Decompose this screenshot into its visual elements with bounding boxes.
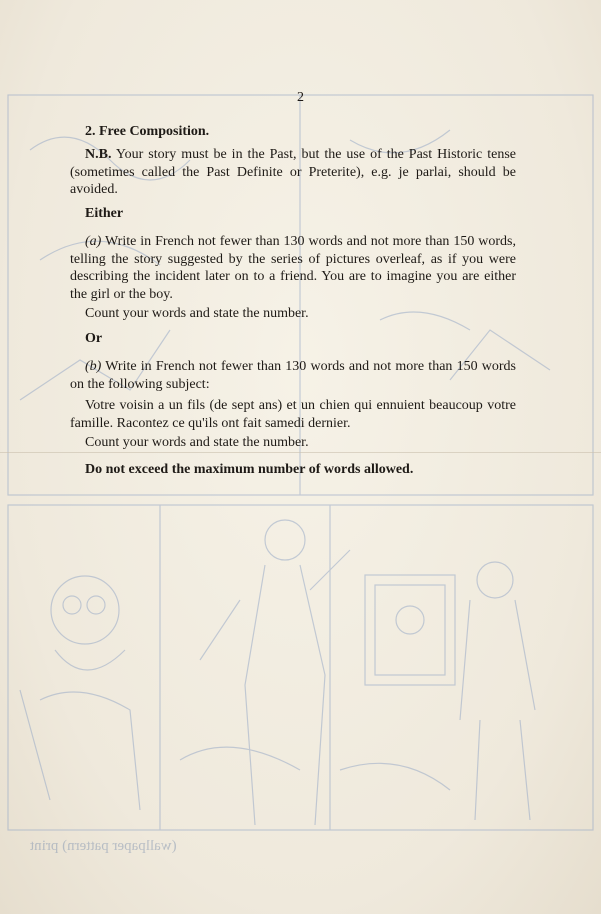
option-a-label: (a) [85, 234, 102, 249]
option-a-text: Write in French not fewer than 130 words and not more than 150 words, telling the story suggested by the series of pictures overleaf, as if you were describing the incident later on to a friend. You are to imagine you are either the girl or the boy. [70, 234, 517, 302]
page-number: 2 [297, 90, 304, 105]
final-instruction: Do not exceed the maximum number of words allowed. [85, 462, 414, 477]
nb-label: N.B. [85, 147, 112, 162]
or-heading: Or [85, 331, 103, 346]
option-b-text: Write in French not fewer than 130 words and not more than 150 words on the following subject: [70, 359, 517, 392]
count-instruction-b: Count your words and state the number. [85, 435, 309, 450]
option-a-paragraph [70, 233, 516, 303]
either-heading: Either [85, 206, 124, 221]
composition-subject: Votre voisin a un fils (de sept ans) et un chien qui ennuient beaucoup votre famille. Racontez ce qu'ils ont fait samedi dernier. [70, 398, 516, 431]
count-instruction-a: Count your words and state the number. [85, 306, 309, 321]
option-b-label: (b) [85, 359, 102, 374]
nb-text: Your story must be in the Past, but the use of the Past Historic tense (sometimes called the Past Definite or Preterite), e.g. je parlai, should be avoided. [70, 147, 516, 197]
mirrored-showthrough-text: (wallpaper pattern) print [30, 838, 177, 854]
nb-paragraph [70, 146, 516, 199]
section-title: 2. Free Composition. [85, 124, 210, 139]
option-b-paragraph [70, 358, 516, 393]
